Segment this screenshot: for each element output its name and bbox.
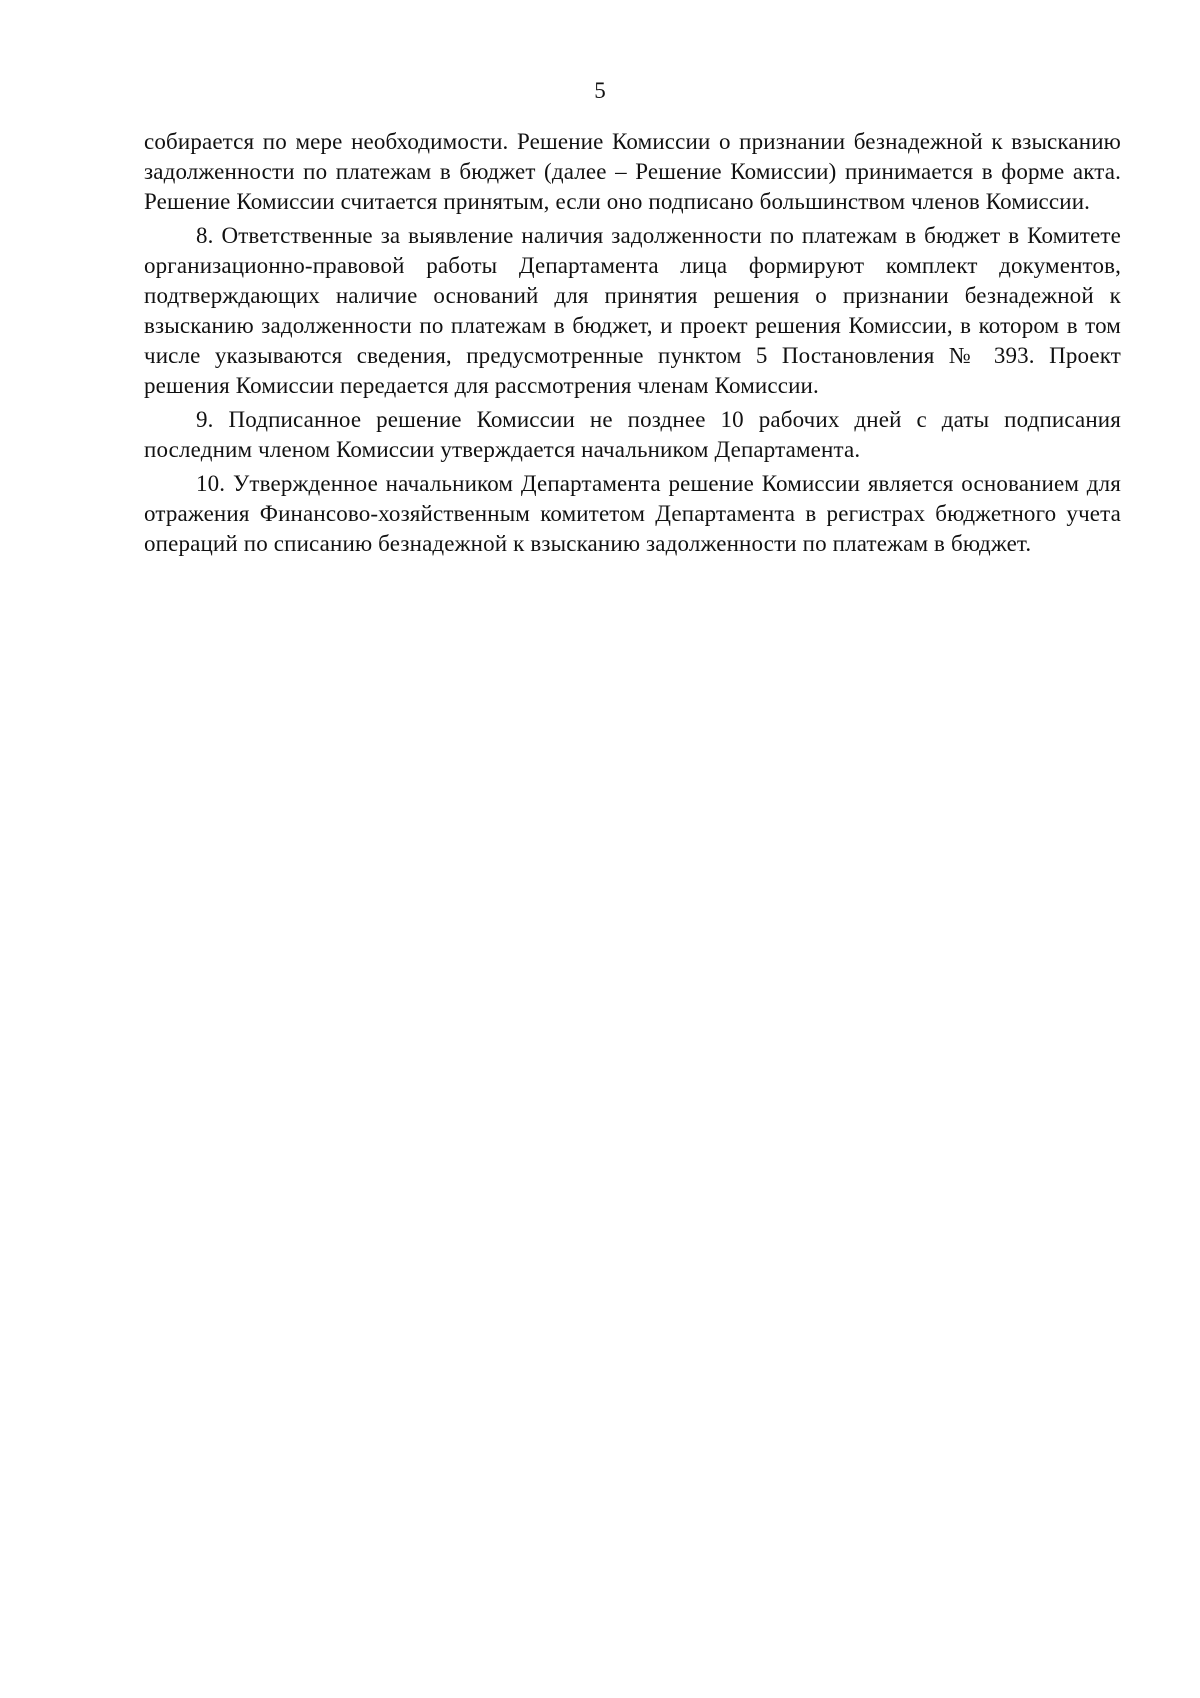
paragraph-continuation: собирается по мере необходимости. Решение Комиссии о признании безнадежной к взысканию задолженности по платежам в бюджет (далее – Решение Комиссии) принимается в форме акта. Решение Комиссии считается принятым, если оно подписано большинством членов Комиссии. [144,129,1121,214]
document-body [144,127,1121,559]
page-number: 5 [594,78,606,103]
paragraph-item-10: 10. Утвержденное начальником Департамента решение Комиссии является основанием для отражения Финансово-хозяйственным комитетом Департамента в регистрах бюджетного учета операций по списанию безнадежной к взысканию задолженности по платежам в бюджет. [144,471,1121,556]
paragraph-item-9: 9. Подписанное решение Комиссии не позднее 10 рабочих дней с даты подписания последним членом Комиссии утверждается начальником Департамента. [144,407,1121,462]
paragraph-item-8: 8. Ответственные за выявление наличия задолженности по платежам в бюджет в Комитете организационно-правовой работы Департамента лица формируют комплект документов, подтверждающих наличие оснований для принятия решения о признании безнадежной к взысканию задолженности по платежам в бюджет, и проект решения Комиссии, в котором в том числе указываются сведения, предусмотренные пунктом 5 Постановления № 393. Проект решения Комиссии передается для рассмотрения членам Комиссии. [144,223,1121,398]
